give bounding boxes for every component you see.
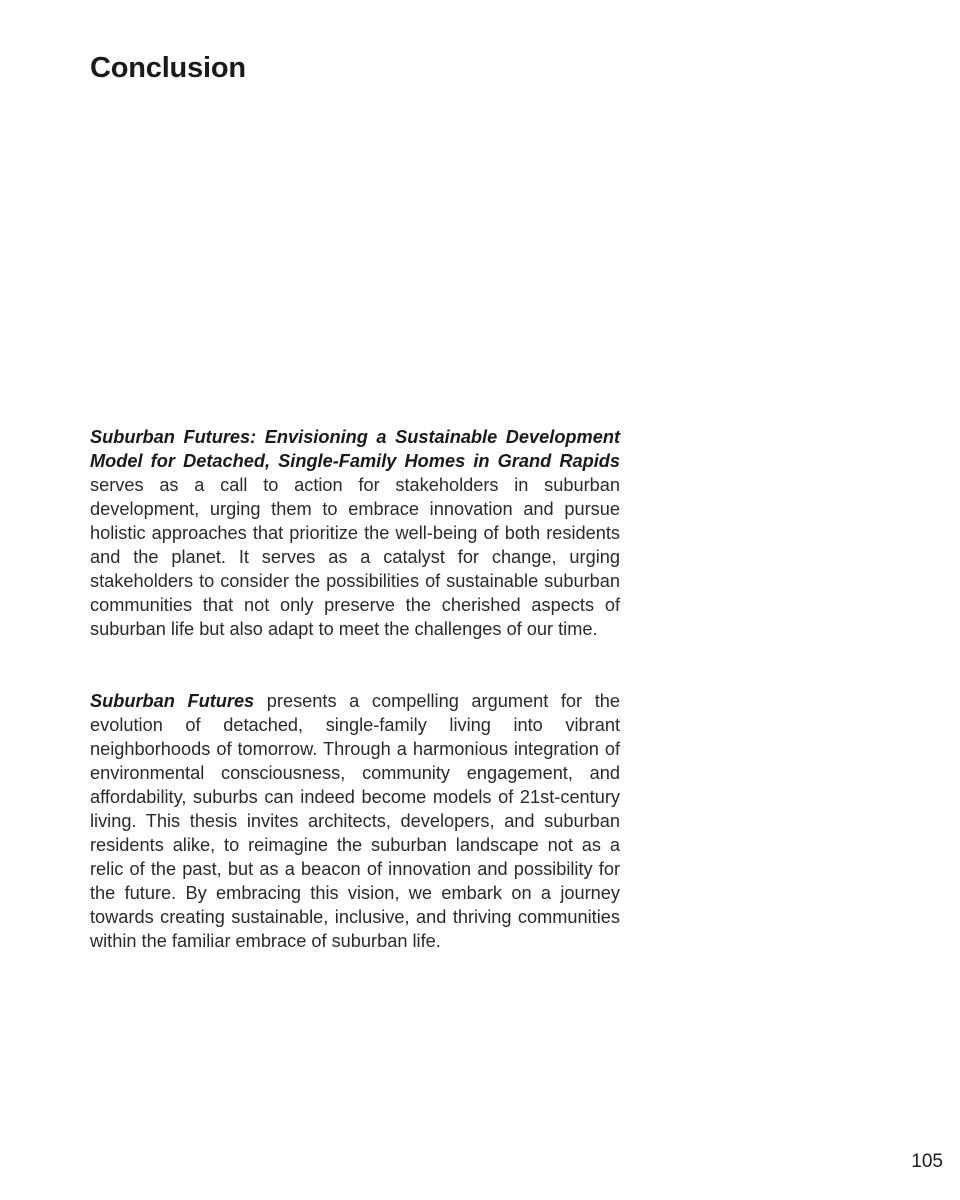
paragraph-2-text: presents a compelling argument for the evolution of detached, single-family living into vibrant neighborhoods of tomorrow. Through a harmonious integration of environmental consciousness, community engagement, and affordability, suburbs can indeed become models of 21st-century living. This thesis invites architects, developers, and suburban residents alike, to reimagine the suburban landscape not as a relic of the past, but as a beacon of innovation and possibility for the future. By embracing this vision, we embark on a journey towards creating sustainable, inclusive, and thriving communities within the familiar embrace of suburban life.	[90, 691, 620, 951]
paragraph-1-text: serves as a call to action for stakeholders in suburban development, urging them to embrace innovation and pursue holistic approaches that prioritize the well-being of both residents and the planet. It serves as a catalyst for change, urging stakeholders to consider the possibilities of sustainable suburban communities that not only preserve the cherished aspects of suburban life but also adapt to meet the challenges of our time.	[90, 475, 620, 639]
page-number: 105	[911, 1151, 943, 1172]
paragraph-1	[90, 425, 620, 641]
page-title: Conclusion	[90, 52, 246, 84]
paragraph-2	[90, 689, 620, 953]
thesis-title-emphasis: Suburban Futures: Envisioning a Sustainable Development Model for Detached, Single-Family Homes in Grand Rapids	[90, 427, 620, 471]
short-title-emphasis: Suburban Futures	[90, 691, 255, 711]
